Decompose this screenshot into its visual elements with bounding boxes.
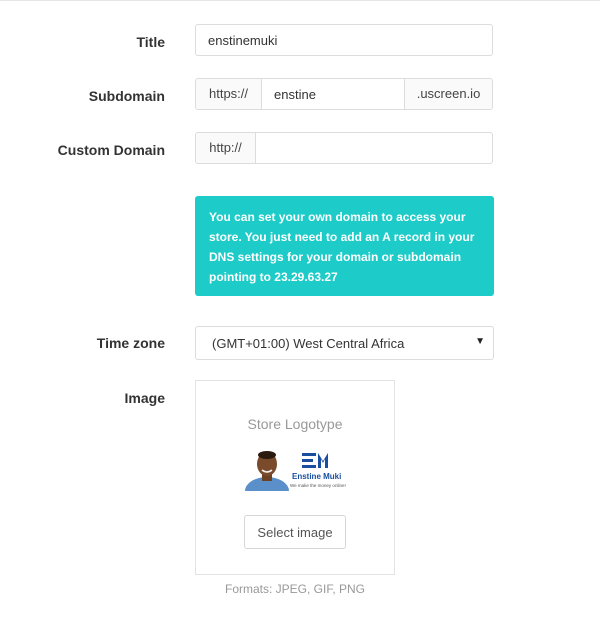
title-input-value: enstinemuki <box>208 33 278 48</box>
custom-domain-input[interactable] <box>256 133 492 163</box>
image-upload-box <box>195 380 395 575</box>
subdomain-prefix: https:// <box>196 79 262 109</box>
custom-domain-label: Custom Domain <box>57 142 165 158</box>
timezone-label: Time zone <box>96 335 165 351</box>
title-input[interactable] <box>195 24 493 56</box>
logo-brand-text: Enstine Muki <box>292 472 342 481</box>
image-label: Image <box>124 390 165 406</box>
subdomain-input[interactable] <box>262 79 404 109</box>
subdomain-label: Subdomain <box>88 88 165 104</box>
caret-down-icon: ▼ <box>475 336 485 347</box>
title-label: Title <box>136 34 165 50</box>
store-logotype-caption: Store Logotype <box>247 416 343 432</box>
subdomain-group <box>195 78 493 110</box>
custom-domain-group <box>195 132 493 164</box>
custom-domain-prefix: http:// <box>196 133 256 163</box>
logo-tagline-text: We make the money online! <box>290 483 346 488</box>
select-image-button[interactable]: Select image <box>244 515 346 549</box>
image-formats-hint: Formats: JPEG, GIF, PNG <box>224 582 366 596</box>
timezone-selected-value: (GMT+01:00) West Central Africa <box>212 336 405 351</box>
subdomain-input-value: enstine <box>274 87 316 102</box>
custom-domain-info-box: You can set your own domain to access your store. You just need to add an A record in your DNS settings for your domain or subdomain pointing to 23.29.63.27 <box>195 196 494 296</box>
top-divider <box>0 0 600 1</box>
timezone-select[interactable] <box>195 326 494 360</box>
subdomain-suffix: .uscreen.io <box>404 79 492 109</box>
store-logo-image <box>244 447 348 491</box>
